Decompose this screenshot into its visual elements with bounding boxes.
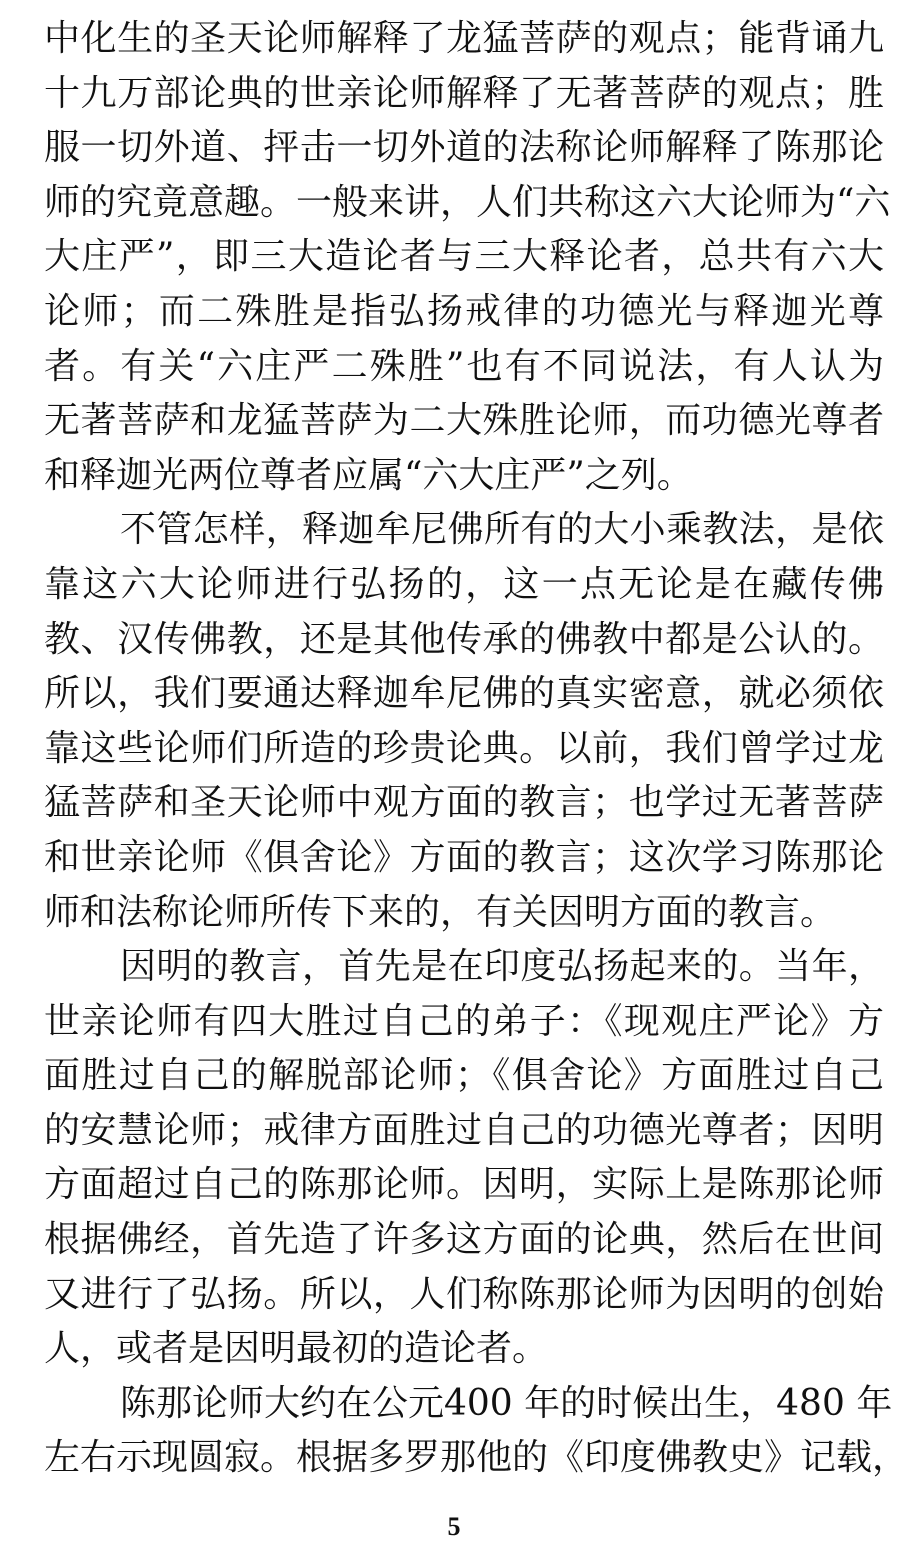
- text-line: 师和法称论师所传下来的，有关因明方面的教言。: [44, 891, 837, 933]
- text-line: 论师；而二殊胜是指弘扬戒律的功德光与释迦光尊: [44, 290, 884, 332]
- paragraph-2: [44, 503, 884, 940]
- text-line: 世亲论师有四大胜过自己的弟子：《现观庄严论》方: [44, 1000, 884, 1042]
- text-line: 大庄严”，即三大造论者与三大释论者，总共有六大: [44, 236, 884, 278]
- text-line: 左右示现圆寂。根据多罗那他的《印度佛教史》记载，: [44, 1437, 908, 1479]
- text-line: 十九万部论典的世亲论师解释了无著菩萨的观点；胜: [44, 72, 884, 114]
- page-number: 5: [447, 1512, 461, 1541]
- text-line: 无著菩萨和龙猛菩萨为二大殊胜论师，而功德光尊者: [44, 400, 884, 442]
- text-line: 服一切外道、抨击一切外道的法称论师解释了陈那论: [44, 127, 884, 169]
- text-line: 因明的教言，首先是在印度弘扬起来的。当年，: [120, 946, 884, 988]
- text-line: 陈那论师大约在公元400 年的时候出生，480 年: [120, 1382, 893, 1424]
- text-line: 根据佛经，首先造了许多这方面的论典，然后在世间: [44, 1219, 884, 1261]
- paragraph-4: [44, 1377, 908, 1486]
- text-line: 和释迦光两位尊者应属“六大庄严”之列。: [44, 454, 693, 496]
- text-line: 中化生的圣天论师解释了龙猛菩萨的观点；能背诵九: [44, 18, 884, 59]
- text-line: 靠这六大论师进行弘扬的，这一点无论是在藏传佛: [44, 563, 884, 605]
- text-line: 面胜过自己的解脱部论师；《俱舍论》方面胜过自己: [44, 1055, 884, 1097]
- text-line: 所以，我们要通达释迦牟尼佛的真实密意，就必须依: [44, 673, 884, 715]
- text-line: 人，或者是因明最初的造论者。: [44, 1328, 549, 1370]
- text-line: 不管怎样，释迦牟尼佛所有的大小乘教法，是依: [120, 509, 884, 551]
- text-line: 师的究竟意趣。一般来讲，人们共称这六大论师为“六: [44, 181, 891, 223]
- text-line: 的安慧论师；戒律方面胜过自己的功德光尊者；因明: [44, 1109, 884, 1151]
- text-line: 教、汉传佛教，还是其他传承的佛教中都是公认的。: [44, 618, 884, 660]
- text-line: 和世亲论师《俱舍论》方面的教言；这次学习陈那论: [44, 836, 884, 878]
- text-line: 者。有关“六庄严二殊胜”也有不同说法，有人认为: [44, 345, 884, 387]
- body-text: [44, 12, 908, 1486]
- text-line: 方面超过自己的陈那论师。因明，实际上是陈那论师: [44, 1164, 884, 1206]
- paragraph-1: [44, 12, 891, 503]
- text-line: 靠这些论师们所造的珍贵论典。以前，我们曾学过龙: [44, 727, 884, 769]
- text-line: 又进行了弘扬。所以，人们称陈那论师为因明的创始: [44, 1273, 884, 1315]
- paragraph-3: [44, 940, 884, 1377]
- text-line: 猛菩萨和圣天论师中观方面的教言；也学过无著菩萨: [44, 782, 884, 824]
